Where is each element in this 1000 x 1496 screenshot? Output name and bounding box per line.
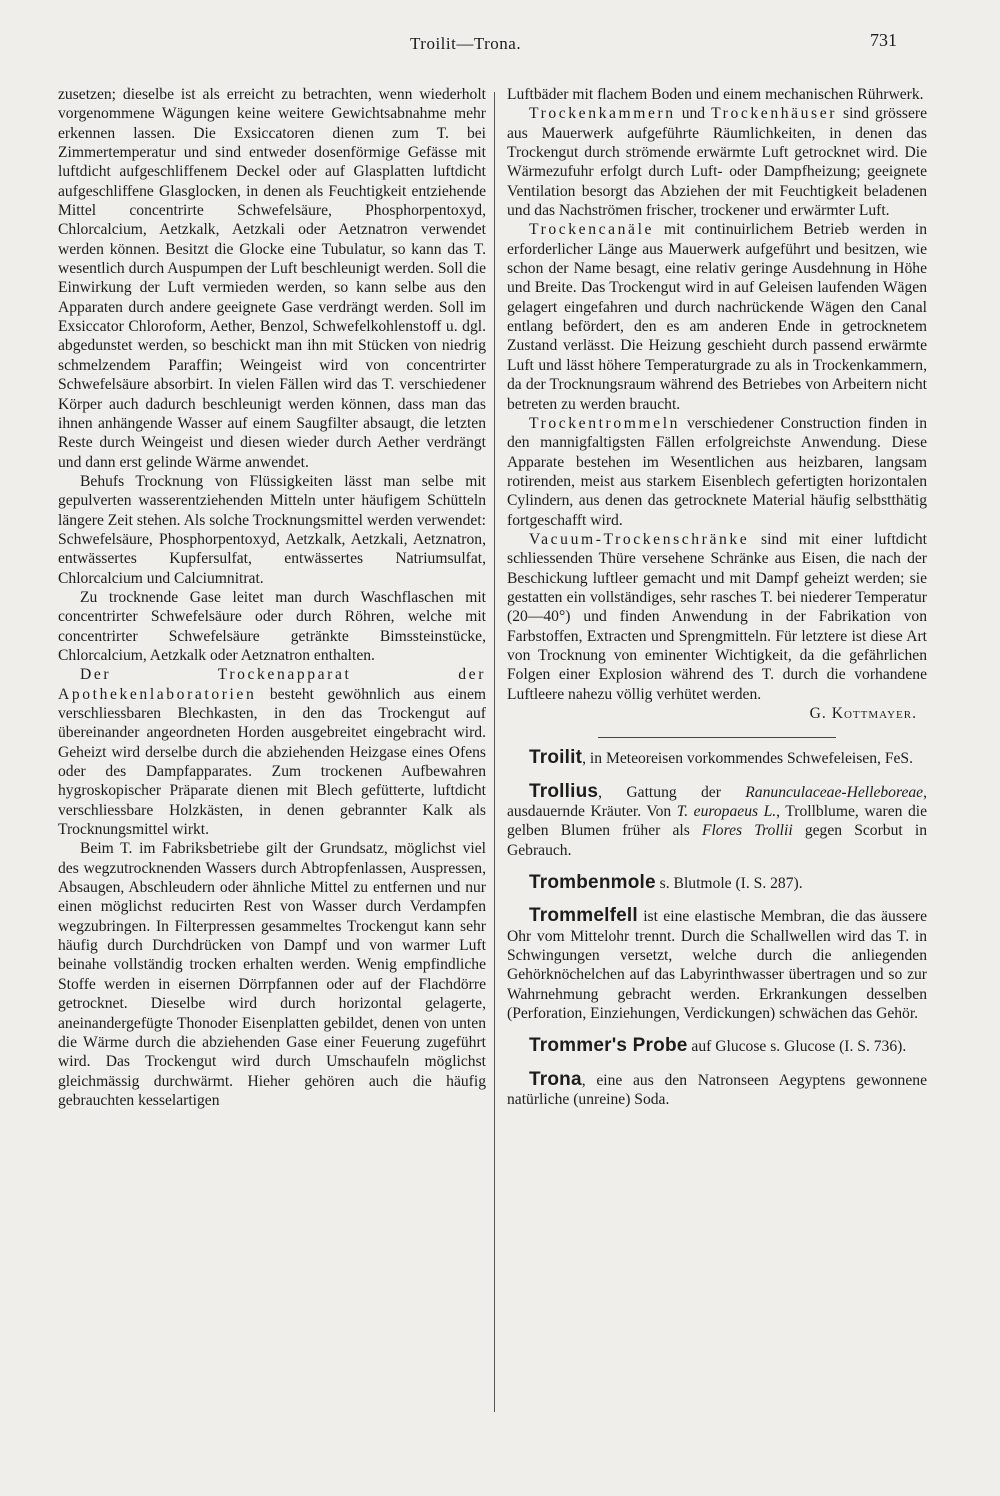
entry-text: , Trollblume, waren die gelben Blumen früher als xyxy=(507,803,927,840)
entry-text: , ausdauernde Kräuter. Von xyxy=(507,783,927,821)
right-column xyxy=(507,85,927,1110)
paragraph-trockentrommeln xyxy=(507,414,927,530)
spaced-term: Trockentrommeln xyxy=(529,414,681,432)
entry-text: s. Blutmole (I. S. 287). xyxy=(655,875,803,893)
spaced-term: Trockenhäuser xyxy=(711,105,838,123)
paragraph-trockenkammern xyxy=(507,104,927,220)
paragraph-fluessigkeiten: Behufs Trocknung von Flüssigkeiten lässt man selbe mit gepulverten wasserentziehenden Mitteln unter häufigem Schütteln längere Zeit stehen. Als solche Trocknungsmittel werden verwendet: Schwefelsäure, Phosphorpentoxyd, Aetzkalk, Aetzkali, Aetznatron, entwässertes Kupfersulfat, entwässertes Natriumsulfat, Chlorcalcium und Calciumnitrat. xyxy=(58,472,486,587)
entry-trona xyxy=(507,1070,927,1110)
headword: Trombenmole xyxy=(529,872,656,894)
page-number: 731 xyxy=(870,30,897,50)
paragraph-text: besteht gewöhnlich aus einem verschliessbaren Blechkasten, in den das Trockengut auf übereinander angeordneten Horden ausgebreitet eingebracht wird. Geheizt wird derselbe durch die abziehenden Heizgase eines Ofens oder des Dampfapparates. Zum trockenen Aufbewahren hygroskopischer Präparate dienen mit Blech gefütterte, luftdicht verschliessbare Holzkästen, in denen gebrannter Kalk als Trocknungsmittel wirkt. xyxy=(58,685,486,839)
paragraph-text: und xyxy=(675,105,712,123)
paragraph-fabriksbetrieb: Beim T. im Fabriksbetriebe gilt der Grundsatz, möglichst viel des wegzutrocknenden Wassers durch Abtropfenlassen, Auspressen, Absaugen, Abschleudern oder ähnliche Mittel zu entfernen und nur einen möglichst reducirten Rest von Wasser durch Verdampfen wegzubringen. In Filterpressen gesammeltes Trockengut kann sehr häufig durch Durchdrücken von Dampf und von warmer Luft beinahe vollständig trocken erhalten werden. Wenig empfindliche Stoffe werden in eisernen Dörrpfannen oder auf der Flachdörre getrocknet. Dieselbe wird durch horizontal gelagerte, aneinandergefügte Thonoder Eisenplatten gebildet, denen von unten die Wärme durch die abziehenden Gase einer Feuerung zugeführt wird. Das Trockengut wird durch Umschaufeln möglichst gleichmässig durchwärmt. Hieher gehören auch die häufig gebrauchten kesselartigen xyxy=(58,840,486,1109)
headword: Trollius xyxy=(529,780,599,802)
paragraph-text: verschiedener Construction finden in den mannigfaltigsten Fällen erfolgreichste Anwendung. Diese Apparate bestehen im Wesentlichen aus heizbaren, langsam rotirenden, meist aus starkem Eisenblech gefertigten horizontalen Cylindern, aus denen das getrocknete Material häufig selbstthätig fortgeschafft wird. xyxy=(507,414,927,529)
spaced-term: Vacuum-Trockenschränke xyxy=(529,530,750,548)
paragraph-text: sind mit einer luftdicht schliessenden Thüre versehene Schränke aus Eisen, die nach der Beschickung luftleer gemacht und mit Dampf geheizt werden; sie gestatten ein vollständiges, sehr rasches T. bei niederer Temperatur (20—40°) und finden Anwendung in der Fabrikation von Farbstoffen, Extracten und Sprengmitteln. Für letztere ist diese Art von Trocknung von eminenter Wichtigkeit, da die gefährlichen Folgen einer Explosion während des T. durch die vorhandene Luftleere nahezu völlig verhütet werden. xyxy=(507,530,927,703)
entry-trommelfell xyxy=(507,906,927,1023)
section-rule xyxy=(598,737,836,738)
headword: Troilit xyxy=(529,747,583,769)
spaced-term: Trockenkammern xyxy=(529,105,676,123)
entry-trollius xyxy=(507,782,927,860)
page-header xyxy=(0,30,1000,58)
headword: Trommer's Probe xyxy=(529,1035,688,1057)
entry-text: , in Meteoreisen vorkommendes Schwefeleisen, FeS. xyxy=(582,750,913,768)
entry-trommers-probe xyxy=(507,1036,927,1056)
headword: Trommelfell xyxy=(529,905,638,927)
entry-italic: T. europaeus L. xyxy=(676,803,777,821)
paragraph-exsiccatoren: zusetzen; dieselbe ist als erreicht zu betrachten, wenn wiederholt vorgenommene Wägungen keine weitere Gewichtsabnahme mehr erkennen lassen. Die Exsiccatoren dienen zum T. bei Zimmertemperatur und sind entweder dosenförmige Gefässe mit luftdicht aufgeschliffenem Deckel oder auf Glasplatten luftdicht aufgeschliffene Glasglocken, in denen als Feuchtigkeit entziehende Mittel concentrirte Schwefelsäure, Phosphorpentoxyd, Chlorcalcium, Aetzkalk, Aetzkali oder Aetznatron verwendet werden können. Besitzt die Glocke eine Tubulatur, so kann das T. wesentlich durch Auspumpen der Luft beschleunigt werden. Soll die Einwirkung der Luft vermieden werden, so kann selbe aus den Apparaten durch andere geeignete Gase verdrängt werden. Soll im Exsiccator Chloroform, Aether, Benzol, Schwefelkohlenstoff u. dgl. abgedunstet werden, so beschickt man ihn mit Stücken von niedrig schmelzendem Paraffin; Weingeist wird von concentrirter Schwefelsäure absorbirt. In vielen Fällen wird das T. verschiedener Körper auch dadurch beschleunigt werden können, dass man das ihnen anhängende Wasser auf einem Saugfilter absaugt, die letzten Reste durch Weingeist und diesen wieder durch Aether verdrängt und dann erst gelinde Wärme anwendet. xyxy=(58,86,486,471)
paragraph-trockencanaele xyxy=(507,220,927,413)
headword: Trona xyxy=(529,1068,582,1090)
paragraph-text: sind grössere aus Mauerwerk aufgeführte Räumlichkeiten, in denen das Trockengut durch strömende erwärmte Luft getrocknet wird. Die Wärmezufuhr erfolgt durch Luft- oder Dampfheizung; geeignete Ventilation besorgt das Abziehen der mit Feuchtigkeit beladenen und das Nachströmen frischer, trockener und erwärmter Luft. xyxy=(507,105,927,220)
paragraph-vacuum xyxy=(507,530,927,704)
entry-text: , eine aus den Natronseen Aegyptens gewonnene natürliche (unreine) Soda. xyxy=(507,1071,927,1109)
entry-trombenmole xyxy=(507,873,927,893)
paragraph-text: mit continuirlichem Betrieb werden in erforderlicher Länge aus Mauerwerk aufgeführt und besitzen, wie schon der Name besagt, eine relativ geringe Ausdehnung in Höhe und Breite. Das Trockengut wird in auf Geleisen laufenden Wägen gelagert eingefahren und durch nachrückende Wägen den Canal entlang befördert, den es am anderen Ende in getrocknetem Zustand verlässt. Die Heizung geschieht durch passend erwärmte Luft und lässt höhere Temperaturgrade zu als in Trockenkammern, da der Trocknungsraum während des Betriebes von Arbeitern nicht betreten zu werden braucht. xyxy=(507,221,927,413)
entry-italic: Flores Trollii xyxy=(701,822,793,840)
entry-italic: Ranunculaceae-Helleboreae xyxy=(745,783,924,801)
paragraph-gase: Zu trocknende Gase leitet man durch Waschflaschen mit concentrirter Schwefelsäure oder durch Röhren, welche mit concentrirter Schwefelsäure getränkte Bimssteinstücke, Chlorcalcium, Aetzkalk oder Aetznatron enthalten. xyxy=(58,588,486,664)
column-divider xyxy=(494,92,495,1412)
signature-text: G. Kottmayer. xyxy=(809,705,917,722)
paragraph-trockenapparat xyxy=(58,665,486,839)
spaced-term: Trockencanäle xyxy=(529,221,655,239)
running-head: Troilit—Trona. xyxy=(410,34,522,53)
entry-text: auf Glucose s. Glucose (I. S. 736). xyxy=(687,1038,907,1056)
left-column xyxy=(58,85,486,1110)
entry-text: , Gattung der xyxy=(598,783,746,801)
spaced-term: Der Trockenapparat der Apothekenlaboratorien xyxy=(58,666,486,703)
paragraph-luftbaeder: Luftbäder mit flachem Boden und einem mechanischen Rührwerk. xyxy=(507,86,924,103)
author-signature xyxy=(507,704,927,723)
entry-text: ist eine elastische Membran, die das äussere Ohr vom Mittelohr trennt. Durch die Schallwellen wird das T. in Schwingungen versetzt, welche durch die anliegenden Gehörknöchelchen auf das Labyrinthwasser übertragen und so zur Wahrnehmung gebracht werden. Erkrankungen desselben (Perforation, Einziehungen, Verdickungen) schwächen das Gehör. xyxy=(507,908,927,1023)
entry-text: gegen Scorbut in Gebrauch. xyxy=(507,822,927,859)
entry-troilit xyxy=(507,748,927,768)
